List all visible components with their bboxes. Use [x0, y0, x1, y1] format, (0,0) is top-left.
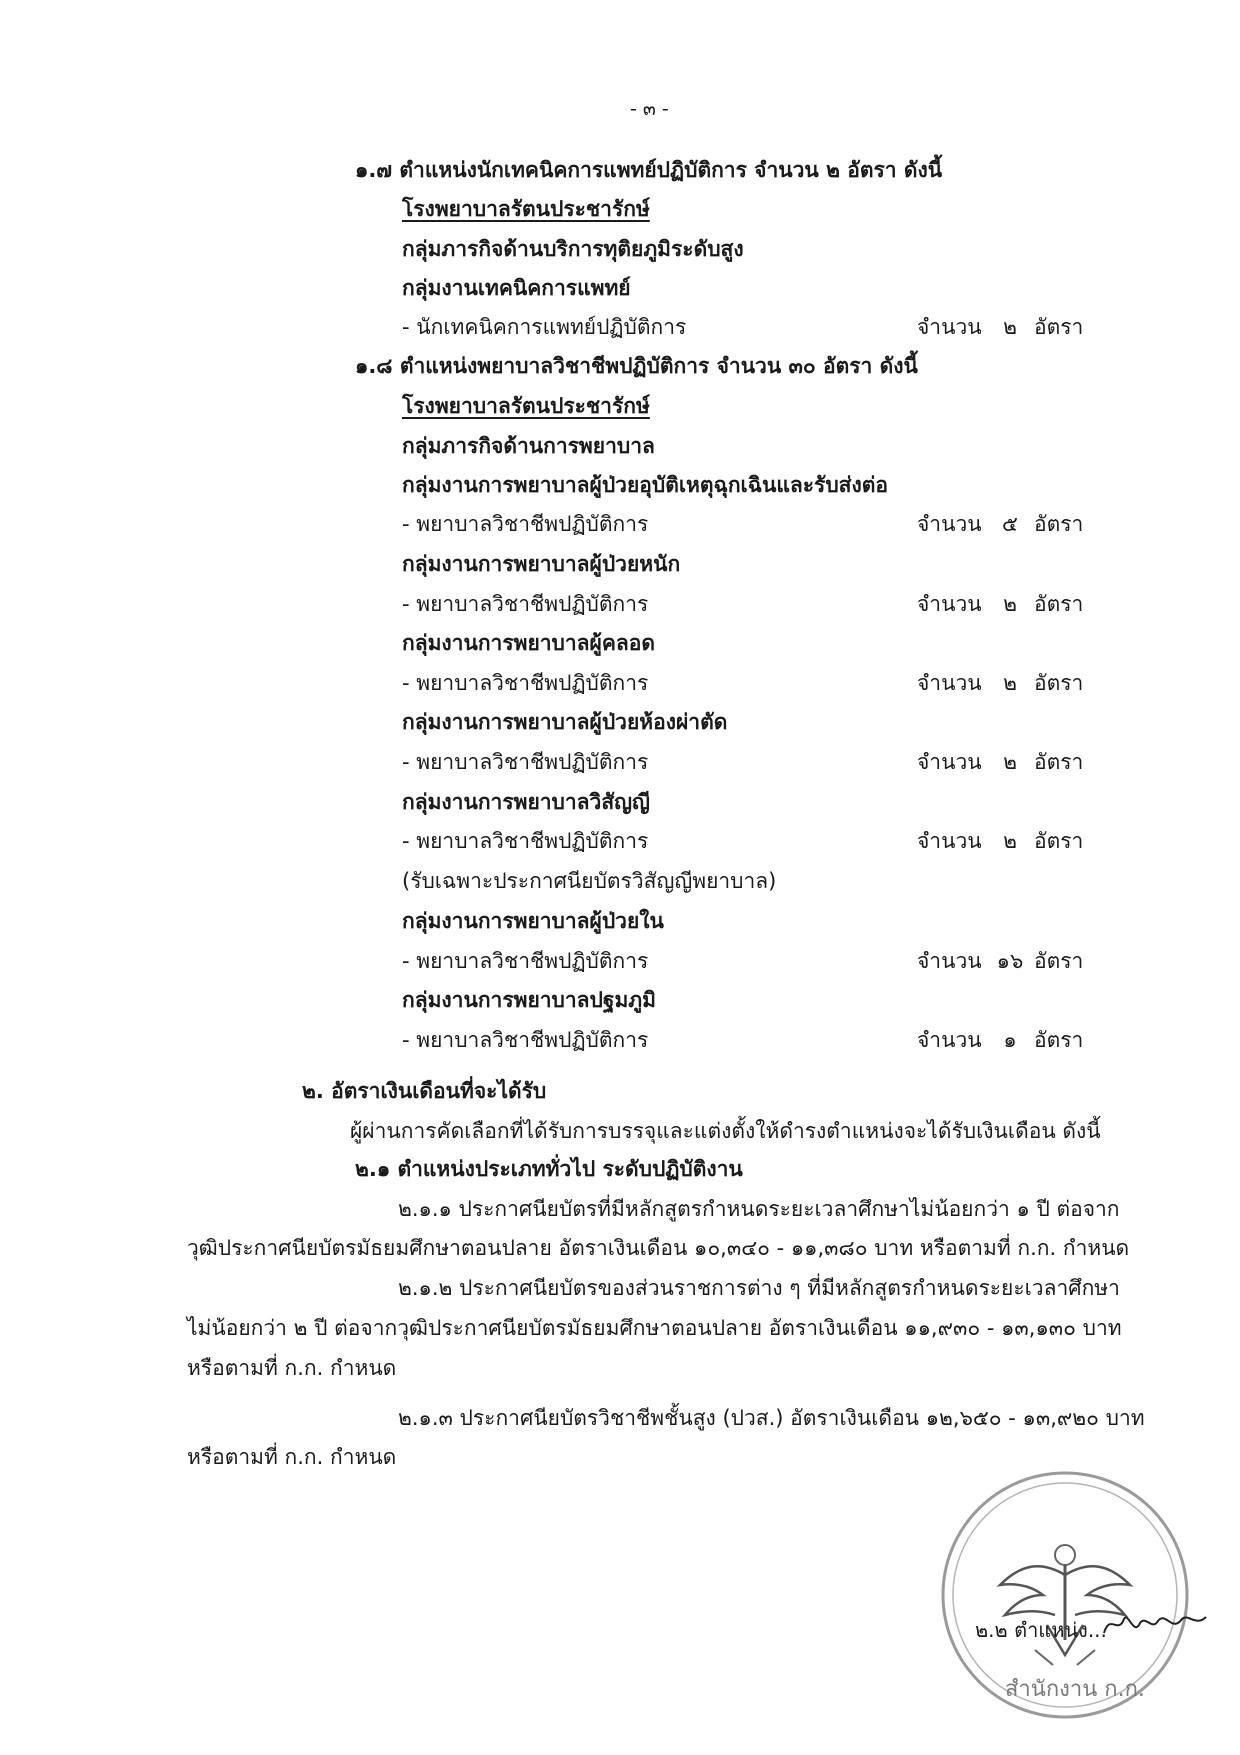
unit-label: อัตรา	[1034, 1028, 1084, 1052]
official-seal	[935, 1465, 1195, 1725]
paragraph-2-1-1: ๒.๑.๑ ประกาศนียบัตรที่มีหลักสูตรกำหนดระยะเวลาศึกษาไม่น้อยกว่า ๑ ปี ต่อจาก	[398, 1197, 1120, 1221]
position-note: (รับเฉพาะประกาศนียบัตรวิสัญญีพยาบาล)	[402, 869, 777, 893]
unit-label: อัตรา	[1034, 949, 1084, 973]
work-group: กลุ่มงานการพยาบาลปฐมภูมิ	[402, 988, 656, 1012]
work-group: กลุ่มงานเทคนิคการแพทย์	[402, 276, 631, 300]
paragraph-2-1-2-end: หรือตามที่ ก.ก. กำหนด	[187, 1356, 397, 1380]
unit-label: อัตรา	[1034, 315, 1084, 339]
count-label: จำนวน	[917, 1028, 982, 1052]
position-item: - พยาบาลวิชาชีพปฏิบัติการ	[402, 592, 649, 616]
count-value: ๒	[1003, 315, 1017, 339]
count-value: ๑	[1003, 1028, 1017, 1052]
paragraph-2-1-3: ๒.๑.๓ ประกาศนียบัตรวิชาชีพชั้นสูง (ปวส.) อัตราเงินเดือน ๑๒,๖๕๐ - ๑๓,๙๒๐ บาท	[398, 1406, 1145, 1430]
seal-office-text: สำนักงาน ก.ก.	[1005, 1677, 1145, 1702]
unit-label: อัตรา	[1034, 671, 1084, 695]
paragraph-2-1-1-cont: วุฒิประกาศนียบัตรมัธยมศึกษาตอนปลาย อัตราเงินเดือน ๑๐,๓๔๐ - ๑๑,๓๘๐ บาท หรือตามที่ ก.ก. กำหนด	[187, 1236, 1130, 1260]
paragraph-2-1-3-cont: หรือตามที่ ก.ก. กำหนด	[187, 1445, 397, 1469]
position-item: - พยาบาลวิชาชีพปฏิบัติการ	[402, 512, 649, 536]
hospital-name: โรงพยาบาลรัตนประชารักษ์	[402, 394, 650, 418]
paragraph-2-1-2-cont: ไม่น้อยกว่า ๒ ปี ต่อจากวุฒิประกาศนียบัตรมัธยมศึกษาตอนปลาย อัตราเงินเดือน ๑๑,๙๓๐ - ๑๓,๑๓๐ บาท	[187, 1316, 1122, 1340]
count-label: จำนวน	[917, 750, 982, 774]
mission-group: กลุ่มภารกิจด้านบริการทุติยภูมิระดับสูง	[402, 237, 744, 261]
unit-label: อัตรา	[1034, 750, 1084, 774]
page-number: - ๓ -	[630, 98, 669, 120]
unit-label: อัตรา	[1034, 512, 1084, 536]
mission-group: กลุ่มภารกิจด้านการพยาบาล	[402, 434, 655, 458]
hospital-name: โรงพยาบาลรัตนประชารักษ์	[402, 197, 650, 221]
section-2-heading: ๒. อัตราเงินเดือนที่จะได้รับ	[302, 1079, 547, 1103]
count-value: ๒	[1003, 750, 1017, 774]
position-item: - พยาบาลวิชาชีพปฏิบัติการ	[402, 750, 649, 774]
work-group: กลุ่มงานการพยาบาลวิสัญญี	[402, 790, 650, 814]
count-value: ๒	[1003, 829, 1017, 853]
position-item: - พยาบาลวิชาชีพปฏิบัติการ	[402, 1028, 649, 1052]
continuation-text: ๒.๒ ตำแหน่ง...	[975, 1618, 1107, 1642]
work-group: กลุ่มงานการพยาบาลผู้ป่วยหนัก	[402, 552, 681, 576]
count-value: ๕	[1002, 512, 1018, 536]
count-value: ๒	[1003, 671, 1017, 695]
section-1-8-heading: ๑.๘ ตำแหน่งพยาบาลวิชาชีพปฏิบัติการ จำนวน ๓๐ อัตรา ดังนี้	[355, 354, 918, 378]
section-2-intro: ผู้ผ่านการคัดเลือกที่ได้รับการบรรจุและแต่งตั้งให้ดำรงตำแหน่งจะได้รับเงินเดือน ดังนี้	[350, 1119, 1101, 1143]
unit-label: อัตรา	[1034, 592, 1084, 616]
count-label: จำนวน	[917, 512, 982, 536]
count-value: ๑๖	[996, 949, 1024, 973]
count-value: ๒	[1003, 592, 1017, 616]
count-label: จำนวน	[917, 315, 982, 339]
position-item: - นักเทคนิคการแพทย์ปฏิบัติการ	[402, 315, 687, 339]
work-group: กลุ่มงานการพยาบาลผู้ป่วยอุบัติเหตุฉุกเฉินและรับส่งต่อ	[402, 473, 888, 497]
position-item: - พยาบาลวิชาชีพปฏิบัติการ	[402, 671, 649, 695]
work-group: กลุ่มงานการพยาบาลผู้ป่วยใน	[402, 909, 664, 933]
section-1-7-heading: ๑.๗ ตำแหน่งนักเทคนิคการแพทย์ปฏิบัติการ จำนวน ๒ อัตรา ดังนี้	[355, 158, 943, 182]
count-label: จำนวน	[917, 592, 982, 616]
work-group: กลุ่มงานการพยาบาลผู้ป่วยห้องผ่าตัด	[402, 710, 728, 734]
position-item: - พยาบาลวิชาชีพปฏิบัติการ	[402, 829, 649, 853]
unit-label: อัตรา	[1034, 829, 1084, 853]
count-label: จำนวน	[917, 829, 982, 853]
paragraph-2-1-2: ๒.๑.๒ ประกาศนียบัตรของส่วนราชการต่าง ๆ ที่มีหลักสูตรกำหนดระยะเวลาศึกษา	[398, 1276, 1120, 1300]
count-label: จำนวน	[917, 949, 982, 973]
work-group: กลุ่มงานการพยาบาลผู้คลอด	[402, 631, 656, 655]
section-2-1-heading: ๒.๑ ตำแหน่งประเภททั่วไป ระดับปฏิบัติงาน	[355, 1157, 743, 1181]
position-item: - พยาบาลวิชาชีพปฏิบัติการ	[402, 949, 649, 973]
signature	[1100, 1605, 1210, 1645]
count-label: จำนวน	[917, 671, 982, 695]
